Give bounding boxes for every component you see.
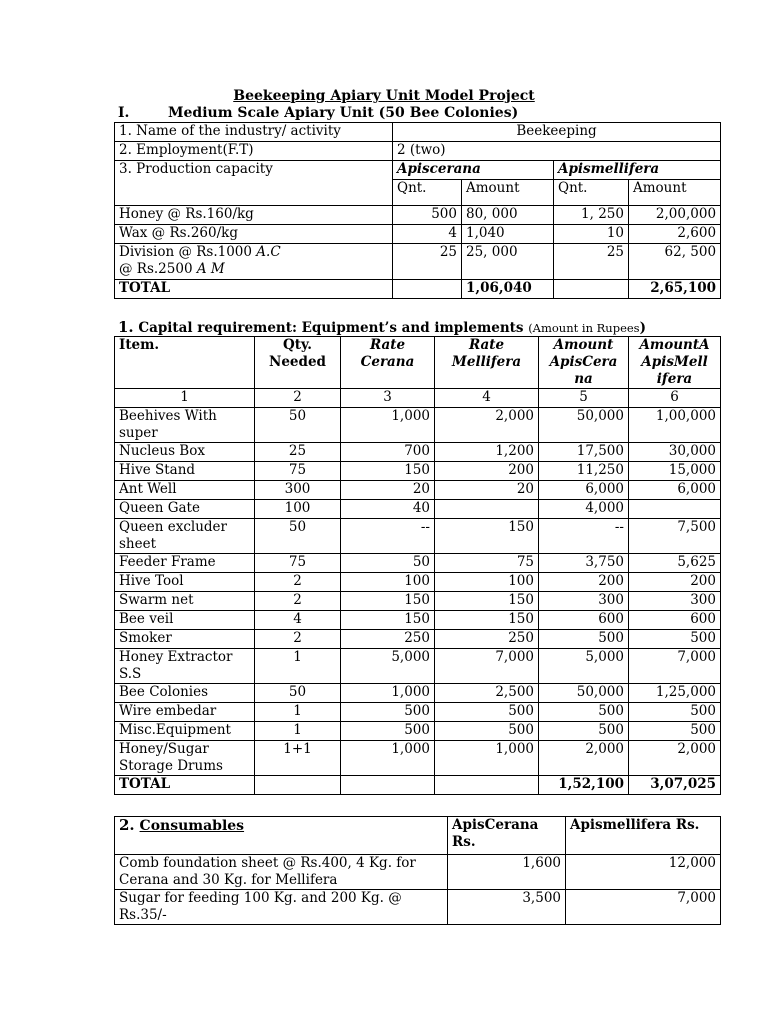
table-row (115, 123, 721, 142)
capital-requirement-table (114, 336, 721, 795)
column-number: 4 (435, 389, 539, 408)
qty-needed: 2 (255, 592, 341, 611)
qty-needed: 2 (255, 630, 341, 649)
section-number: 1. (118, 318, 134, 336)
mellifera-amount: 2,600 (629, 225, 721, 244)
rate-cerana: 500 (341, 722, 435, 741)
column-number: 3 (341, 389, 435, 408)
amount-cerana: -- (539, 519, 629, 554)
qty-needed: 1+1 (255, 741, 341, 776)
label-text: @ Rs.2500 (119, 261, 197, 277)
table-row (115, 890, 721, 925)
amount-mellifera: 500 (629, 703, 721, 722)
total-amount-mellifera: 3,07,025 (629, 776, 721, 795)
column-number-row (115, 389, 721, 408)
table-row (115, 481, 721, 500)
rate-cerana: 150 (341, 462, 435, 481)
qnt-header: Qnt. (393, 180, 462, 206)
table-row (115, 500, 721, 519)
qty-needed: 100 (255, 500, 341, 519)
item-name: Ant Well (115, 481, 255, 500)
section-title: Capital requirement: Equipment’s and implements (138, 320, 524, 336)
amount-note: (Amount in Rupees (528, 321, 640, 335)
rate-cerana: -- (341, 519, 435, 554)
total-amount-cerana: 1,52,100 (539, 776, 629, 795)
employment-value: 2 (two) (393, 142, 721, 161)
amount-cerana: 6,000 (539, 481, 629, 500)
item-name: Honey/Sugar Storage Drums (115, 741, 255, 776)
section-title: Consumables (139, 818, 245, 834)
amount-mellifera: 1,25,000 (629, 684, 721, 703)
table-row (115, 554, 721, 573)
rate-mellifera: 75 (435, 554, 539, 573)
amount-mellifera: 600 (629, 611, 721, 630)
rate-mellifera: 500 (435, 722, 539, 741)
rate-mellifera: 100 (435, 573, 539, 592)
qty-needed: 50 (255, 408, 341, 443)
mellifera-amount: 62, 500 (629, 244, 721, 280)
row-label: 2. Employment(F.T) (115, 142, 393, 161)
rate-mellifera: 250 (435, 630, 539, 649)
table-header-row (115, 337, 721, 389)
empty-cell (341, 776, 435, 795)
table-row (115, 630, 721, 649)
row-label: 3. Production capacity (115, 161, 393, 206)
qty-needed: 50 (255, 519, 341, 554)
amount-mellifera: 30,000 (629, 443, 721, 462)
qty-needed: 75 (255, 462, 341, 481)
rate-cerana: 100 (341, 573, 435, 592)
amount-cerana: 500 (539, 722, 629, 741)
amount-header: Amount (462, 180, 554, 206)
table-row (115, 519, 721, 554)
amount-cerana: 3,750 (539, 554, 629, 573)
rate-cerana: 700 (341, 443, 435, 462)
amount-cerana: 300 (539, 592, 629, 611)
col-header-rate-mellifera: Rate Mellifera (435, 337, 539, 389)
amount-mellifera: 300 (629, 592, 721, 611)
item-name: Smoker (115, 630, 255, 649)
rate-mellifera: 20 (435, 481, 539, 500)
table-row (115, 161, 721, 180)
section-heading (118, 105, 518, 122)
rate-cerana: 250 (341, 630, 435, 649)
label-abbr: A.C (256, 244, 281, 260)
col-header-rate-cerana: Rate Cerana (341, 337, 435, 389)
item-name: Bee veil (115, 611, 255, 630)
table-row (115, 649, 721, 684)
consumable-item: Sugar for feeding 100 Kg. and 200 Kg. @ Rs.35/- (115, 890, 448, 925)
total-cerana: 1,06,040 (462, 280, 554, 299)
section-number: I. (118, 105, 130, 121)
amount-cerana: 50,000 (539, 408, 629, 443)
section-title: Medium Scale Apiary Unit (50 Bee Colonies) (168, 105, 519, 121)
table-row (115, 741, 721, 776)
table-row (115, 573, 721, 592)
rate-mellifera: 150 (435, 519, 539, 554)
cerana-amount: 25, 000 (462, 244, 554, 280)
product-label (115, 244, 393, 280)
qty-needed: 75 (255, 554, 341, 573)
amount-mellifera: 1,00,000 (629, 408, 721, 443)
amount-mellifera: 6,000 (629, 481, 721, 500)
table-row (115, 703, 721, 722)
cerana-amount: 1,040 (462, 225, 554, 244)
total-label: TOTAL (115, 776, 255, 795)
qty-needed: 2 (255, 573, 341, 592)
item-name: Misc.Equipment (115, 722, 255, 741)
table-row (115, 855, 721, 890)
consumable-rows (115, 855, 721, 925)
consumables-table (114, 816, 721, 925)
cerana-qnt: 4 (393, 225, 462, 244)
project-summary-table (114, 122, 721, 299)
col-header-mellifera: Apismellifera Rs. (566, 817, 721, 855)
mellifera-amount: 2,00,000 (629, 206, 721, 225)
consumable-item: Comb foundation sheet @ Rs.400, 4 Kg. for Cerana and 30 Kg. for Mellifera (115, 855, 448, 890)
column-number: 6 (629, 389, 721, 408)
rate-cerana: 20 (341, 481, 435, 500)
qty-needed: 50 (255, 684, 341, 703)
amount-mellifera: 500 (629, 722, 721, 741)
qty-needed: 1 (255, 649, 341, 684)
consumables-header (115, 817, 448, 855)
table-row (115, 244, 721, 280)
item-name: Feeder Frame (115, 554, 255, 573)
amount-cerana: 200 (539, 573, 629, 592)
industry-value: Beekeeping (393, 123, 721, 142)
total-row (115, 776, 721, 795)
amount-mellifera: 7,000 (629, 649, 721, 684)
amount-cerana: 5,000 (539, 649, 629, 684)
amount-cerana: 500 (539, 630, 629, 649)
label-text: Division @ Rs.1000 (119, 244, 257, 260)
table-row (115, 142, 721, 161)
table-row (115, 206, 721, 225)
rate-cerana: 1,000 (341, 741, 435, 776)
amount-cerana: 50,000 (539, 684, 629, 703)
amount-mellifera: 2,000 (629, 741, 721, 776)
col-header-amount-cerana: Amount ApisCera na (539, 337, 629, 389)
total-row (115, 280, 721, 299)
empty-cell (255, 776, 341, 795)
col-header-qty: Qty. Needed (255, 337, 341, 389)
qty-needed: 1 (255, 703, 341, 722)
empty-cell (554, 280, 629, 299)
rate-mellifera: 1,000 (435, 741, 539, 776)
item-name: Bee Colonies (115, 684, 255, 703)
table-row (115, 462, 721, 481)
amount-cerana: 2,000 (539, 741, 629, 776)
rate-cerana: 40 (341, 500, 435, 519)
amount-mellifera: 500 (629, 630, 721, 649)
column-number: 5 (539, 389, 629, 408)
amount-cerana: 3,500 (448, 890, 566, 925)
amount-cerana: 17,500 (539, 443, 629, 462)
amount-cerana: 500 (539, 703, 629, 722)
amount-mellifera: 15,000 (629, 462, 721, 481)
table-row (115, 408, 721, 443)
item-name: Swarm net (115, 592, 255, 611)
empty-cell (393, 280, 462, 299)
equipment-rows (115, 408, 721, 776)
rate-mellifera (435, 500, 539, 519)
item-name: Hive Stand (115, 462, 255, 481)
rate-mellifera: 500 (435, 703, 539, 722)
rate-mellifera: 7,000 (435, 649, 539, 684)
table-row (115, 225, 721, 244)
qty-needed: 25 (255, 443, 341, 462)
cerana-qnt: 500 (393, 206, 462, 225)
amount-cerana: 4,000 (539, 500, 629, 519)
cerana-header: Apiscerana (393, 161, 554, 180)
amount-mellifera (629, 500, 721, 519)
col-header-amount-mellifera: AmountA ApisMell ifera (629, 337, 721, 389)
rate-cerana: 50 (341, 554, 435, 573)
mellifera-header: Apismellifera (554, 161, 721, 180)
mellifera-qnt: 1, 250 (554, 206, 629, 225)
rate-mellifera: 150 (435, 611, 539, 630)
col-header-item: Item. (115, 337, 255, 389)
col-header-cerana: ApisCerana Rs. (448, 817, 566, 855)
qnt-header: Qnt. (554, 180, 629, 206)
capital-heading (118, 319, 646, 337)
rate-mellifera: 150 (435, 592, 539, 611)
table-row (115, 722, 721, 741)
product-label: Wax @ Rs.260/kg (115, 225, 393, 244)
cerana-qnt: 25 (393, 244, 462, 280)
empty-cell (435, 776, 539, 795)
item-name: Queen Gate (115, 500, 255, 519)
amount-note-close: ) (639, 320, 646, 336)
document-title: Beekeeping Apiary Unit Model Project (233, 88, 535, 104)
rate-mellifera: 2,000 (435, 408, 539, 443)
amount-mellifera: 200 (629, 573, 721, 592)
table-row (115, 611, 721, 630)
product-label: Honey @ Rs.160/kg (115, 206, 393, 225)
qty-needed: 1 (255, 722, 341, 741)
amount-header: Amount (629, 180, 721, 206)
rate-cerana: 500 (341, 703, 435, 722)
column-number: 2 (255, 389, 341, 408)
amount-mellifera: 7,000 (566, 890, 721, 925)
rate-cerana: 150 (341, 592, 435, 611)
mellifera-qnt: 10 (554, 225, 629, 244)
item-name: Queen excluder sheet (115, 519, 255, 554)
table-header-row (115, 817, 721, 855)
amount-mellifera: 7,500 (629, 519, 721, 554)
item-name: Wire embedar (115, 703, 255, 722)
amount-cerana: 1,600 (448, 855, 566, 890)
rate-mellifera: 2,500 (435, 684, 539, 703)
item-name: Beehives With super (115, 408, 255, 443)
rate-cerana: 1,000 (341, 684, 435, 703)
amount-cerana: 600 (539, 611, 629, 630)
table-row (115, 592, 721, 611)
rate-cerana: 5,000 (341, 649, 435, 684)
label-abbr: A M (196, 261, 225, 277)
row-label: 1. Name of the industry/ activity (115, 123, 393, 142)
section-number: 2. (119, 816, 135, 834)
item-name: Honey Extractor S.S (115, 649, 255, 684)
amount-cerana: 11,250 (539, 462, 629, 481)
table-row (115, 443, 721, 462)
qty-needed: 300 (255, 481, 341, 500)
mellifera-qnt: 25 (554, 244, 629, 280)
rate-mellifera: 200 (435, 462, 539, 481)
rate-cerana: 1,000 (341, 408, 435, 443)
item-name: Nucleus Box (115, 443, 255, 462)
rate-mellifera: 1,200 (435, 443, 539, 462)
column-number: 1 (115, 389, 255, 408)
total-mellifera: 2,65,100 (629, 280, 721, 299)
cerana-amount: 80, 000 (462, 206, 554, 225)
qty-needed: 4 (255, 611, 341, 630)
amount-mellifera: 12,000 (566, 855, 721, 890)
item-name: Hive Tool (115, 573, 255, 592)
table-row (115, 684, 721, 703)
total-label: TOTAL (115, 280, 393, 299)
amount-mellifera: 5,625 (629, 554, 721, 573)
rate-cerana: 150 (341, 611, 435, 630)
